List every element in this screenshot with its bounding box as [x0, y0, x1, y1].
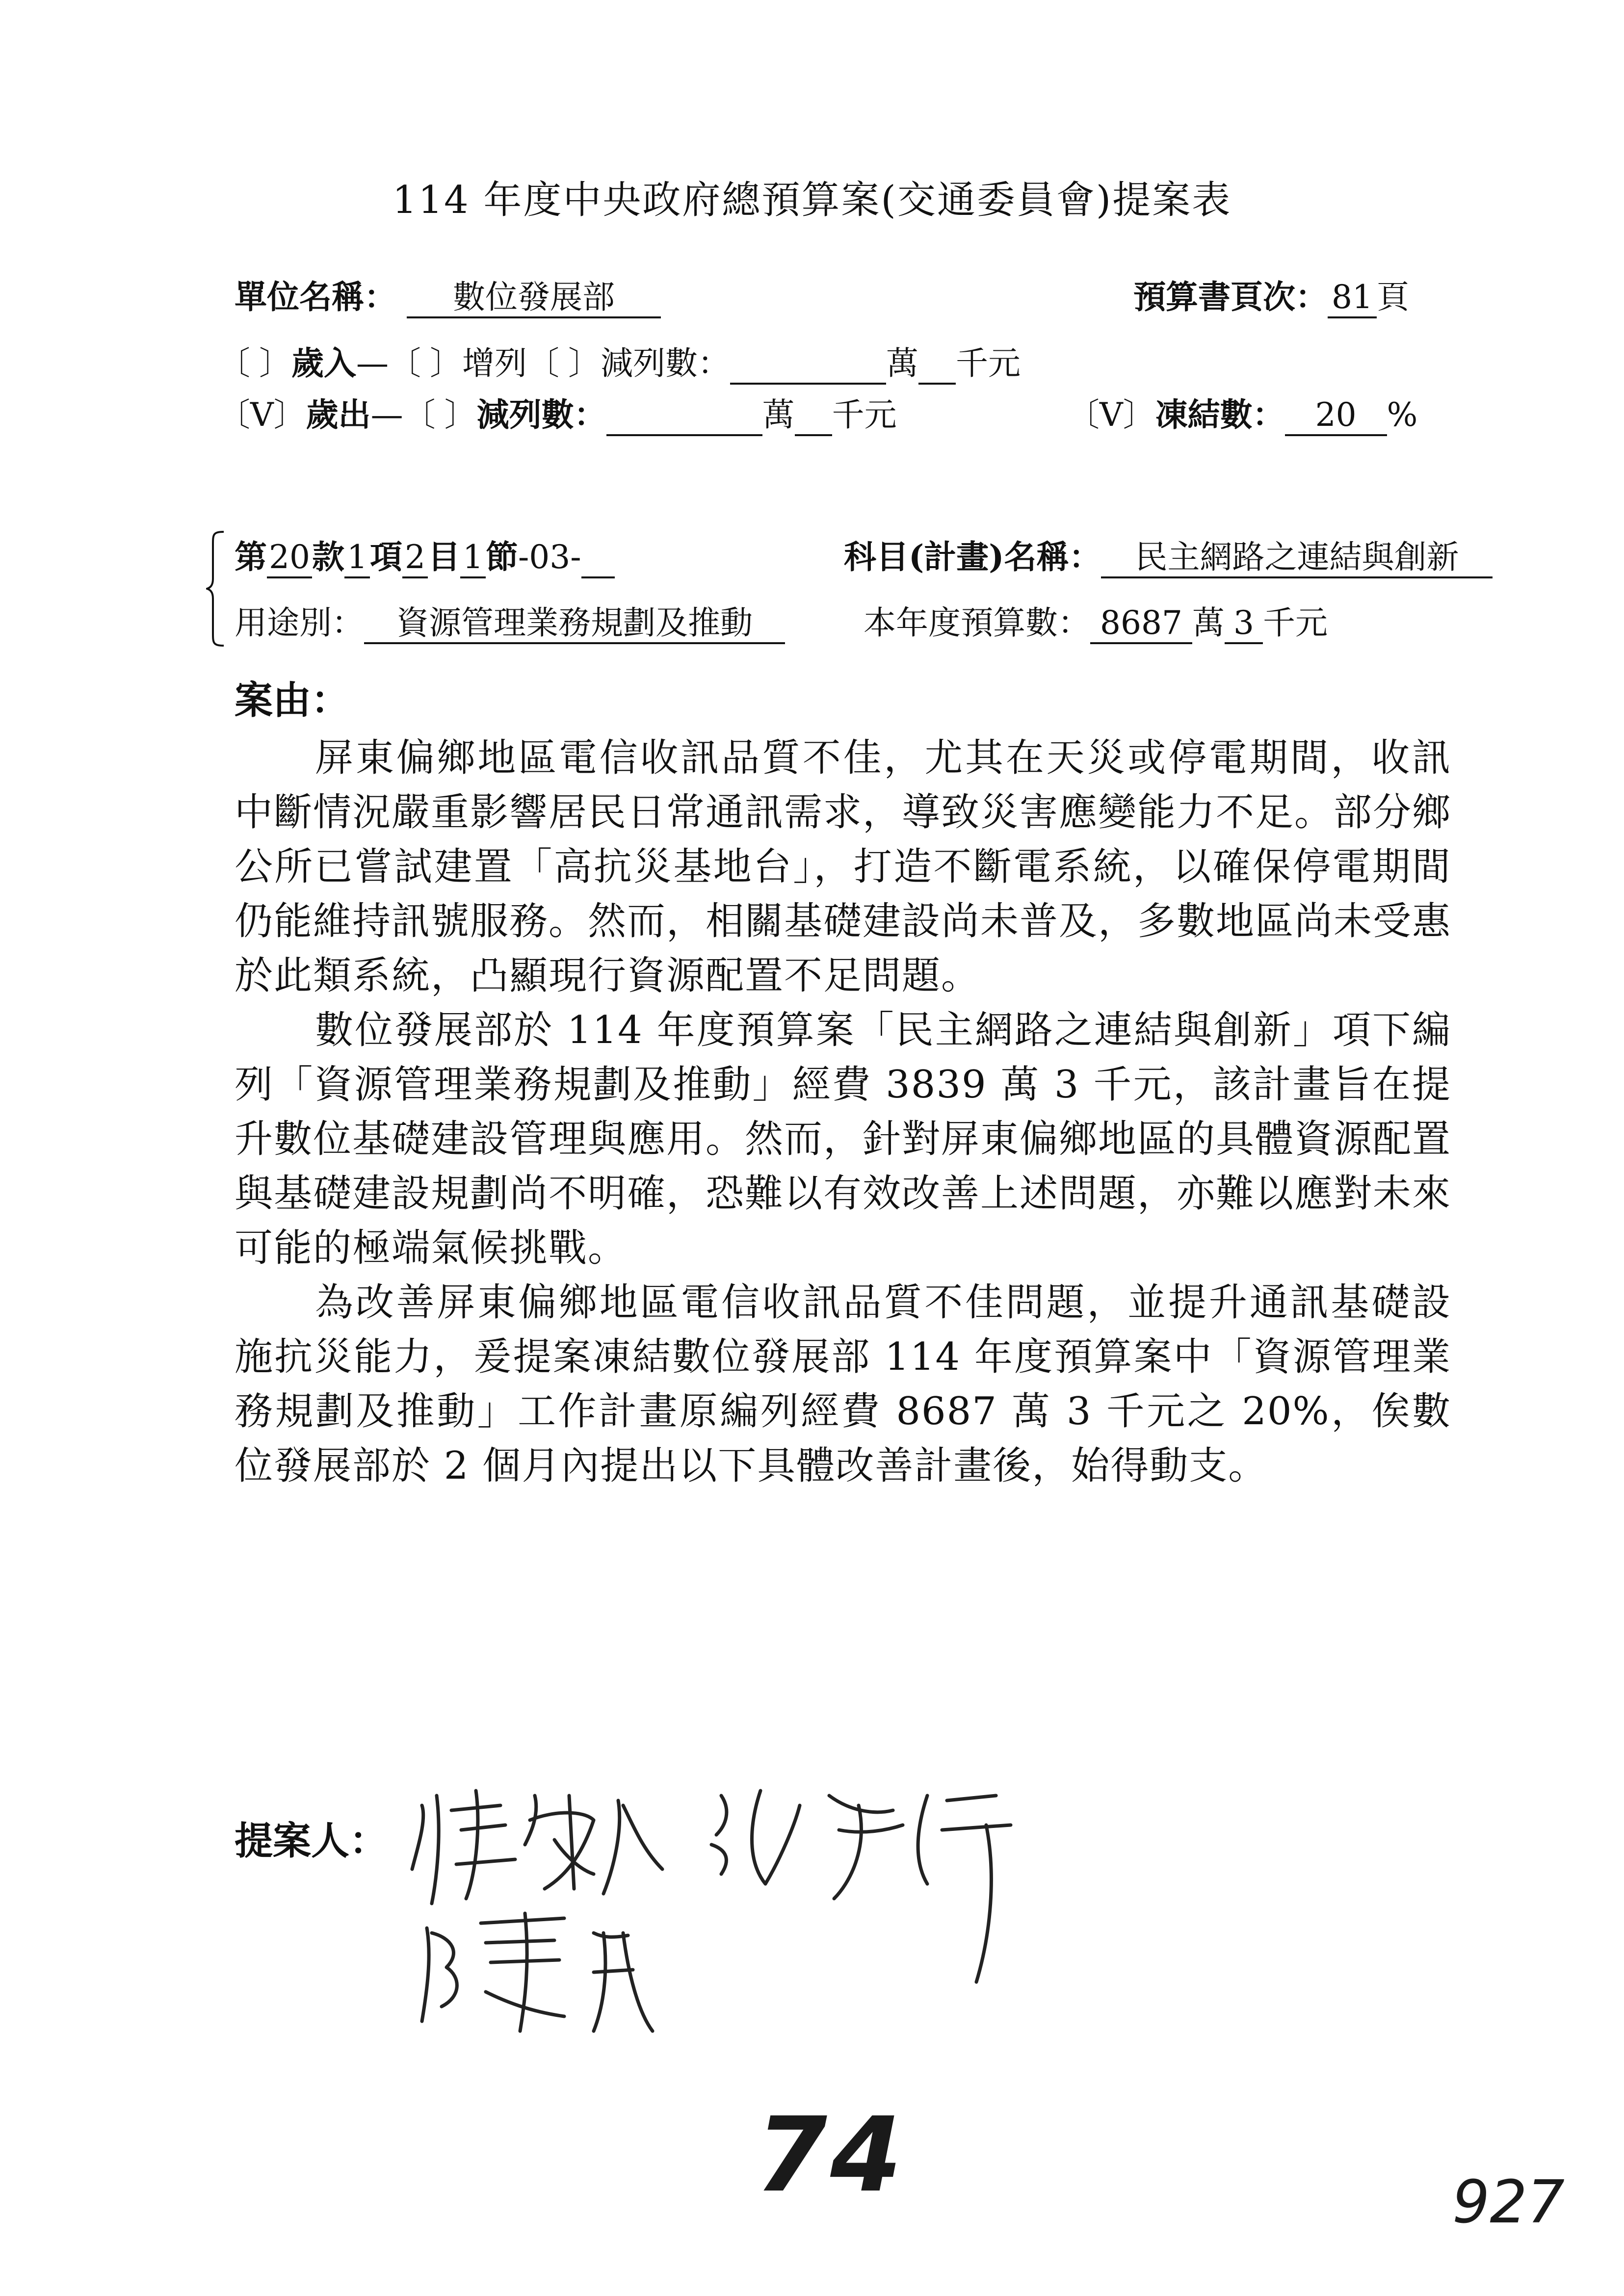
use-label: 用途別：	[235, 604, 364, 642]
page-ref-row	[1133, 275, 1409, 319]
freeze-label: 凍結數：	[1155, 395, 1285, 434]
page-ref-label: 預算書頁次：	[1133, 278, 1328, 316]
expense-reduce-label: 減列數：	[476, 395, 606, 434]
revenue-add-label: 增列	[462, 344, 527, 382]
di-label: 第	[235, 538, 267, 576]
budget-wan-unit: 萬	[1192, 604, 1225, 642]
xiang-value: 1	[344, 538, 370, 578]
xiang-label: 項	[370, 538, 402, 576]
unit-label: 單位名稱：	[235, 278, 396, 316]
freeze-bracket-close: 〕	[1123, 396, 1155, 434]
signature-1	[412, 1791, 662, 1904]
subject-row	[844, 535, 1493, 579]
revenue-wan: 萬	[886, 344, 918, 382]
freeze-check: V	[1100, 396, 1123, 434]
expense-dash: —	[370, 396, 403, 434]
freeze-value: 20	[1285, 396, 1387, 436]
jie-value: 1	[460, 538, 486, 578]
expense-qianyuan: 千元	[832, 396, 897, 434]
expense-check: V	[250, 396, 274, 434]
expense-bracket-open: 〔	[218, 396, 250, 434]
budget-label: 本年度預算數：	[864, 604, 1090, 642]
handwritten-corner-number: 927	[1452, 2168, 1565, 2237]
revenue-dash: —	[356, 344, 389, 382]
page-title: 114 年度中央政府總預算案(交通委員會)提案表	[392, 178, 1232, 222]
expense-bracket-close: 〕	[273, 396, 306, 434]
revenue-row	[218, 341, 1021, 386]
reason-heading: 案由：	[235, 678, 350, 723]
revenue-label: 歲入	[291, 344, 356, 382]
budget-qian-value: 3	[1225, 604, 1263, 644]
revenue-reduce-bracket-close: 〕	[568, 344, 601, 382]
signatures	[407, 1776, 1070, 2051]
page-ref-unit: 頁	[1377, 278, 1409, 316]
freeze-percent: %	[1387, 396, 1418, 434]
reason-paragraph-2: 數位發展部於 114 年度預算案「民主網路之連結與創新」項下編列「資源管理業務規劃及推動」經費 3839 萬 3 千元，該計畫旨在提升數位基礎建設管理與應用。然而，針對屏東偏鄉地區的具體資源配置與基礎建設規劃尚不明確，恐難以有效改善上述問題，亦難以應對未來可能的極端氣候挑戰。	[235, 1008, 1452, 1270]
revenue-bracket-close: 〕	[259, 344, 291, 382]
kuan-value: 20	[267, 538, 312, 578]
expense-wan: 萬	[762, 396, 795, 434]
revenue-add-bracket-open: 〔	[389, 344, 421, 382]
budget-amount-row	[864, 601, 1328, 645]
use-row	[235, 601, 785, 645]
mu-value: 2	[402, 538, 428, 578]
use-value: 資源管理業務規劃及推動	[364, 604, 785, 644]
unit-row	[235, 275, 661, 319]
budget-qian-unit: 千元	[1263, 604, 1328, 642]
revenue-reduce-label: 減列數：	[601, 344, 730, 382]
revenue-add-bracket-close: 〕	[430, 344, 462, 382]
reason-paragraph-1: 屏東偏鄉地區電信收訊品質不佳，尤其在天災或停電期間，收訊中斷情況嚴重影響居民日常通訊需求，導致災害應變能力不足。部分鄉公所已嘗試建置「高抗災基地台」，打造不斷電系統，以確保停電期間仍能維持訊號服務。然而，相關基礎建設尚未普及，多數地區尚未受惠於此類系統，凸顯現行資源配置不足問題。	[235, 736, 1452, 998]
freeze-bracket-open: 〔	[1067, 396, 1100, 434]
signature-2	[711, 1791, 1011, 1982]
reason-body	[235, 731, 1451, 1493]
code-value: -03	[518, 538, 571, 576]
subject-value: 民主網路之連結與創新	[1101, 538, 1493, 578]
unit-value: 數位發展部	[407, 278, 661, 318]
code-tail: -	[570, 538, 581, 576]
revenue-reduce-bracket-open: 〔	[527, 344, 559, 382]
handwritten-page-number: 74	[756, 2095, 905, 2215]
signature-3	[422, 1913, 653, 2031]
revenue-qianyuan: 千元	[956, 344, 1021, 382]
subject-label: 科目(計畫)名稱：	[844, 538, 1101, 576]
proposer-label: 提案人：	[235, 1819, 388, 1863]
budget-wan-value: 8687	[1090, 604, 1192, 644]
freeze-row	[1067, 392, 1417, 437]
mu-label: 目	[428, 538, 460, 576]
budget-code-row	[235, 535, 615, 579]
jie-label: 節	[486, 538, 518, 576]
page-ref-value: 81	[1328, 278, 1377, 318]
expense-label: 歲出	[306, 395, 371, 434]
reason-paragraph-3: 為改善屏東偏鄉地區電信收訊品質不佳問題，並提升通訊基礎設施抗災能力，爰提案凍結數位發展部 114 年度預算案中「資源管理業務規劃及推動」工作計畫原編列經費 8687 萬 3 千元之 20%，俟數位發展部於 2 個月內提出以下具體改善計畫後，始得動支。	[235, 1280, 1451, 1488]
expense-reduce-bracket-close: 〕	[444, 396, 477, 434]
brace-bracket	[206, 530, 226, 648]
expense-reduce-bracket-open: 〔	[403, 396, 436, 434]
revenue-bracket-open: 〔	[218, 344, 250, 382]
expense-row	[218, 392, 897, 437]
kuan-label: 款	[312, 538, 344, 576]
